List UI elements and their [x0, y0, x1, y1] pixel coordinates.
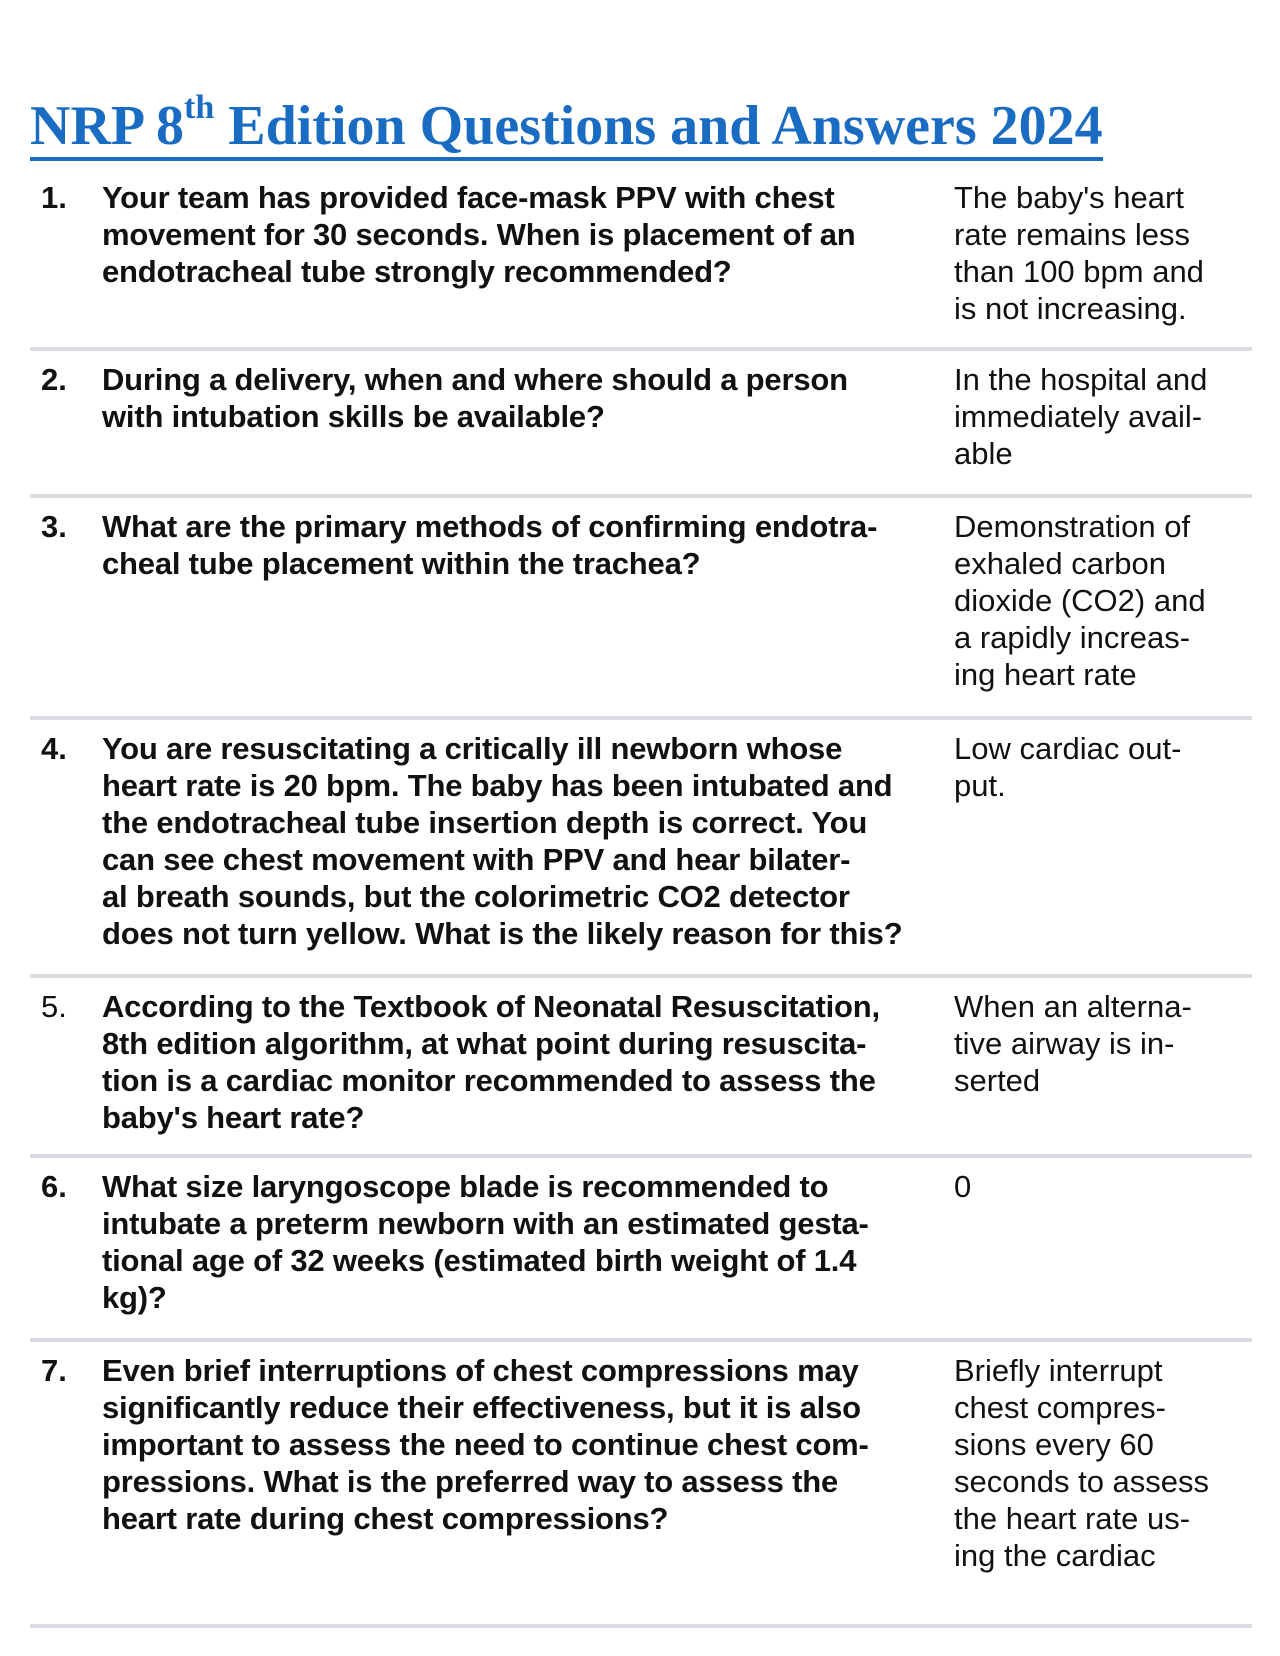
qa-list [30, 169, 1252, 1628]
qa-row [30, 351, 1252, 498]
question-text: Even brief interruptions of chest compressions may significantly reduce their effectiveness, but it is also important to assess the need to continue chest com- pressions. What is the preferred way to assess the heart rate during chest compressions? [102, 1353, 869, 1536]
title-suffix: Edition Questions and Answers 2024 [214, 95, 1103, 157]
qa-row [30, 1342, 1252, 1628]
qa-row [30, 498, 1252, 720]
question-text: According to the Textbook of Neonatal Resuscitation, 8th edition algorithm, at what point during resuscita- tion is a cardiac monitor recommended to assess the baby's heart rate? [102, 989, 880, 1135]
question-text: What size laryngoscope blade is recommended to intubate a preterm newborn with an estimated gesta- tional age of 32 weeks (estimated birth weight of 1.4 kg)? [102, 1169, 869, 1315]
qa-row [30, 169, 1252, 351]
question-text: What are the primary methods of confirming endotra- cheal tube placement within the trachea? [102, 509, 878, 581]
answer-text: When an alterna- tive airway is in- serted [954, 989, 1192, 1098]
question-number: 6. [41, 1169, 67, 1204]
question-number: 2. [41, 362, 67, 397]
answer-text: The baby's heart rate remains less than 100 bpm and is not increasing. [954, 180, 1204, 326]
answer-text: Briefly interrupt chest compres- sions every 60 seconds to assess the heart rate us- ing the cardiac [954, 1353, 1210, 1573]
title-superscript: th [184, 89, 215, 127]
answer-text: 0 [954, 1169, 972, 1204]
title-prefix: NRP 8 [30, 95, 184, 157]
question-number: 4. [41, 731, 67, 766]
question-number: 3. [41, 509, 67, 544]
question-number: 7. [41, 1353, 67, 1388]
question-text: Your team has provided face-mask PPV with chest movement for 30 seconds. When is placement of an endotracheal tube strongly recommended? [102, 180, 856, 289]
answer-text: Low cardiac out- put. [954, 731, 1182, 803]
question-text: During a delivery, when and where should a person with intubation skills be available? [102, 362, 848, 434]
question-number: 1. [41, 180, 67, 215]
page-title [30, 89, 1103, 161]
qa-row [30, 978, 1252, 1158]
qa-row [30, 720, 1252, 978]
document-page [30, 89, 1252, 1628]
answer-text: In the hospital and immediately avail- able [954, 362, 1208, 471]
question-text: You are resuscitating a critically ill newborn whose heart rate is 20 bpm. The baby has been intubated and the endotracheal tube insertion depth is correct. You can see chest movement with PPV and hear bilater- al breath sounds, but the colorimetric CO2 detector does not turn yellow. What is the likely reason for this? [102, 731, 903, 951]
answer-text: Demonstration of exhaled carbon dioxide (CO2) and a rapidly increas- ing heart rate [954, 509, 1206, 692]
qa-row [30, 1158, 1252, 1342]
question-number: 5. [41, 989, 67, 1024]
